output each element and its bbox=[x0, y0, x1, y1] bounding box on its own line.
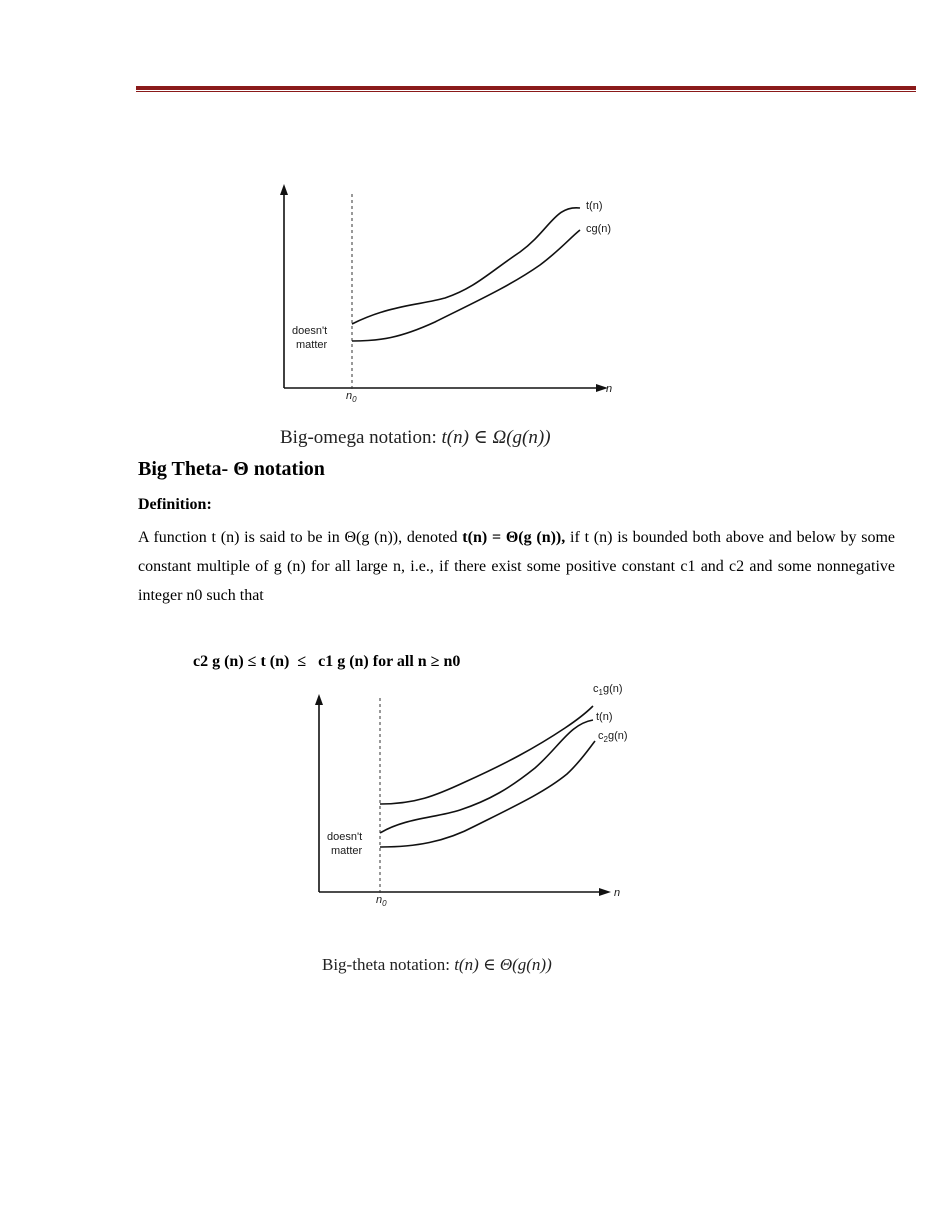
n0-label bbox=[346, 390, 357, 404]
c1-sub: 1 bbox=[598, 688, 603, 697]
section-heading: Big Theta- Θ notation bbox=[138, 458, 325, 480]
para-part2: if t (n) is bounded both above and below by some constant multiple of g (n) for all large n, i.e., if there exist some positive constant c1 and c2 and some nonnegative integer n0 such that bbox=[138, 529, 896, 604]
c1-suffix: g(n) bbox=[602, 683, 623, 695]
x-axis-label: n bbox=[606, 383, 613, 395]
matter-label: matter bbox=[331, 845, 363, 857]
definition-paragraph bbox=[138, 523, 895, 610]
doesnt-label: doesn't bbox=[292, 325, 328, 337]
caption-math: t(n) ∈ Θ(g(n)) bbox=[454, 955, 552, 974]
t-n-curve bbox=[380, 720, 593, 833]
caption-math: t(n) ∈ Ω(g(n)) bbox=[441, 427, 551, 448]
big-theta-figure bbox=[305, 676, 685, 916]
y-axis-arrow bbox=[280, 184, 288, 195]
c1-g-n-curve bbox=[380, 706, 593, 804]
header-rule bbox=[136, 86, 916, 90]
c2-g-n-label bbox=[598, 730, 628, 744]
n0-label bbox=[376, 894, 387, 908]
y-axis-arrow bbox=[315, 694, 323, 705]
n0-base: n bbox=[346, 390, 353, 402]
n0-base: n bbox=[376, 894, 383, 906]
t-n-label: t(n) bbox=[596, 711, 613, 723]
inequality: c2 g (n) ≤ t (n) ≤ c1 g (n) for all n ≥ n0 bbox=[193, 653, 461, 670]
cg-n-curve bbox=[352, 230, 580, 341]
cg-n-label: cg(n) bbox=[586, 223, 612, 235]
doesnt-label: doesn't bbox=[327, 831, 363, 843]
big-omega-figure bbox=[270, 180, 650, 410]
matter-label: matter bbox=[296, 339, 328, 351]
definition-label: Definition: bbox=[138, 496, 212, 513]
x-axis-label: n bbox=[614, 887, 621, 899]
x-axis-arrow bbox=[599, 888, 611, 896]
c2-suffix: g(n) bbox=[607, 730, 628, 742]
big-theta-caption bbox=[322, 955, 552, 975]
c2-sub: 2 bbox=[603, 735, 608, 744]
big-omega-caption bbox=[280, 426, 551, 449]
para-part1: A function t (n) is said to be in Θ(g (n)), denoted bbox=[138, 529, 463, 546]
t-n-label: t(n) bbox=[586, 200, 603, 212]
c2-base: c bbox=[598, 730, 604, 742]
c1-g-n-label bbox=[593, 683, 623, 697]
c2-g-n-curve bbox=[380, 741, 595, 847]
c1-base: c bbox=[593, 683, 599, 695]
caption-prefix: Big-omega notation: bbox=[280, 427, 437, 448]
para-bold: t(n) = Θ(g (n)), bbox=[462, 529, 566, 546]
header-rule-thin bbox=[136, 91, 916, 92]
caption-prefix: Big-theta notation: bbox=[322, 955, 450, 974]
n0-sub: 0 bbox=[352, 395, 357, 404]
n0-sub: 0 bbox=[382, 899, 387, 908]
